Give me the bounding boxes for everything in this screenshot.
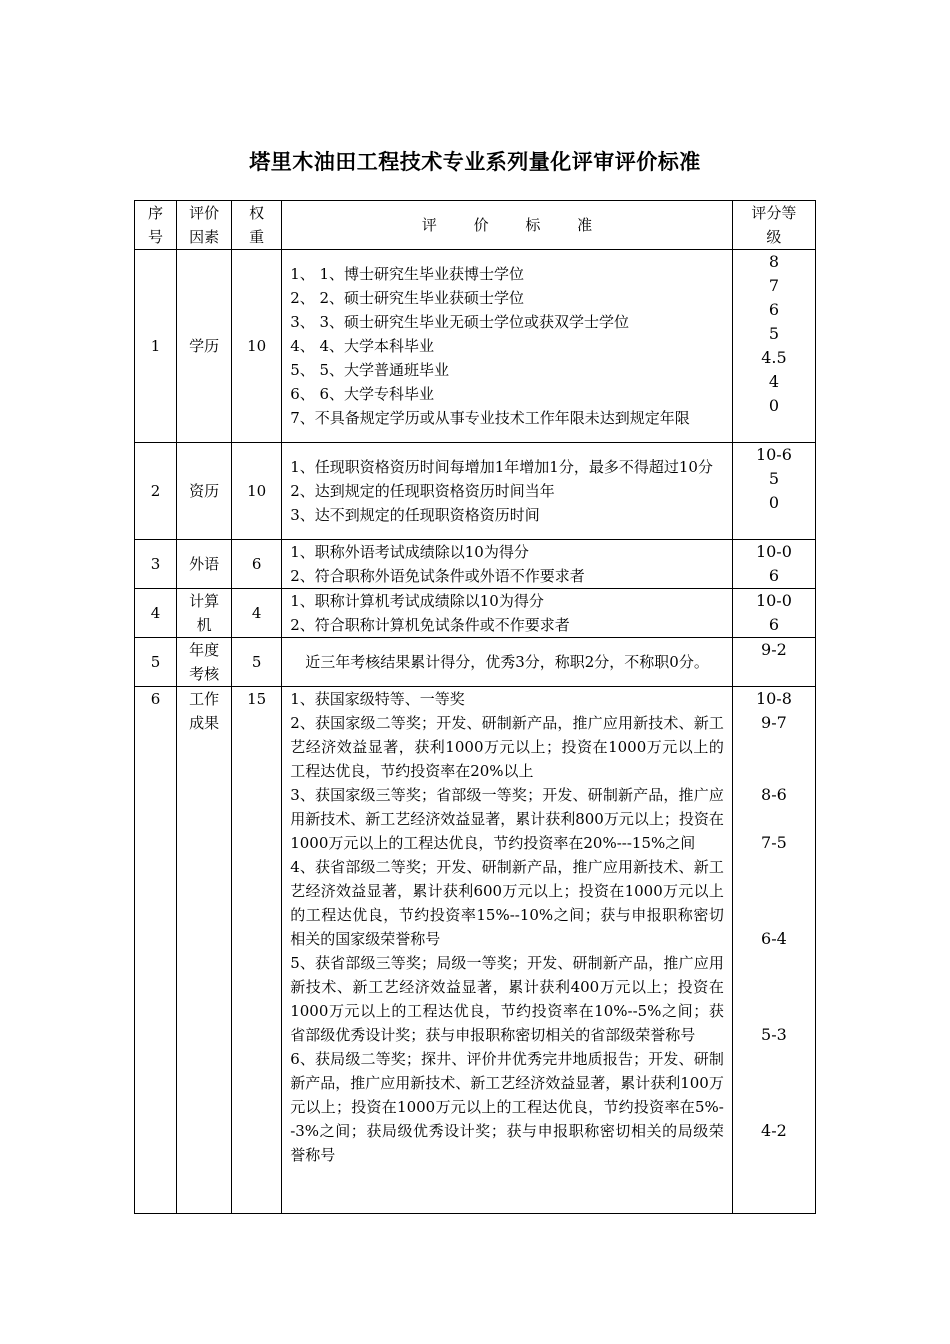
score-value: 6	[768, 615, 780, 634]
criteria-item: 3、获国家级三等奖；省部级一等奖；开发、研制新产品，推广应用新技术、新工艺经济效益显著，累计获利800万元以上；投资在1000万元以上的工程达优良，节约投资率在20%---15%之间	[290, 786, 724, 852]
row-no: 1	[135, 250, 177, 443]
criteria-item: 1、任现职资格资历时间每增加1年增加1分，最多不得超过10分	[290, 458, 713, 476]
score-value: 7	[768, 276, 780, 295]
score-value: 7-5	[761, 833, 787, 852]
criteria-item: 2、获国家级二等奖；开发、研制新产品，推广应用新技术、新工艺经济效益显著，获利1000万元以上；投资在1000万元以上的工程达优良，节约投资率在20%以上	[290, 714, 724, 780]
row-factor: 学历	[177, 250, 232, 443]
criteria-item: 2、符合职称计算机免试条件或不作要求者	[290, 616, 570, 634]
criteria-item: 5、 5、大学普通班毕业	[290, 361, 450, 379]
row-score	[732, 540, 815, 589]
row-criteria	[282, 589, 733, 638]
row-no: 6	[135, 687, 177, 1214]
table-row	[135, 443, 816, 540]
header-weight: 权重	[232, 201, 282, 250]
table-row	[135, 589, 816, 638]
criteria-item: 6、获局级二等奖；探井、评价井优秀完井地质报告；开发、研制新产品，推广应用新技术、新工艺经济效益显著，累计获利100万元以上；投资在1000万元以上的工程达优良，节约投资率在5%--3%之间；获局级优秀设计奖；获与申报职称密切相关的局级荣誉称号	[290, 1050, 724, 1164]
table-row	[135, 540, 816, 589]
row-score	[732, 589, 815, 638]
row-no: 2	[135, 443, 177, 540]
score-value: 9-7	[761, 713, 787, 732]
score-value: 10-6	[755, 445, 792, 464]
score-value: 4	[768, 372, 780, 391]
criteria-item: 3、 3、硕士研究生毕业无硕士学位或获双学士学位	[290, 313, 630, 331]
score-value: 4.5	[761, 348, 787, 367]
criteria-item: 1、职称外语考试成绩除以10为得分	[290, 543, 529, 561]
score-value: 5	[768, 324, 780, 343]
score-value: 8	[768, 252, 780, 271]
criteria-item: 1、 1、博士研究生毕业获博士学位	[290, 265, 525, 283]
criteria-item: 2、符合职称外语免试条件或外语不作要求者	[290, 567, 585, 585]
row-score	[732, 250, 815, 443]
score-value: 6	[768, 300, 780, 319]
row-weight: 10	[232, 443, 282, 540]
row-score	[732, 443, 815, 540]
criteria-item: 4、获省部级二等奖；开发、研制新产品，推广应用新技术、新工艺经济效益显著，累计获利600万元以上；投资在1000万元以上的工程达优良，节约投资率15%--10%之间；获与申报职称密切相关的国家级荣誉称号	[290, 858, 724, 948]
row-factor: 外语	[177, 540, 232, 589]
row-criteria	[282, 250, 733, 443]
score-value: 0	[768, 396, 780, 415]
criteria-item: 4、 4、大学本科毕业	[290, 337, 435, 355]
row-criteria	[282, 687, 733, 1214]
header-factor: 评价因素	[177, 201, 232, 250]
criteria-item: 6、 6、大学专科毕业	[290, 385, 435, 403]
criteria-item: 1、获国家级特等、一等奖	[290, 690, 465, 708]
score-value: 4-2	[761, 1121, 787, 1140]
row-no: 3	[135, 540, 177, 589]
table-row	[135, 687, 816, 1214]
header-no: 序号	[135, 201, 177, 250]
row-no: 4	[135, 589, 177, 638]
table-row	[135, 250, 816, 443]
score-value: 9-2	[761, 640, 787, 659]
row-factor: 资历	[177, 443, 232, 540]
row-weight: 10	[232, 250, 282, 443]
score-value: 5	[768, 469, 780, 488]
criteria-item: 1、职称计算机考试成绩除以10为得分	[290, 592, 544, 610]
score-value: 5-3	[761, 1025, 787, 1044]
criteria-item: 2、达到规定的任现职资格资历时间当年	[290, 482, 555, 500]
row-no: 5	[135, 638, 177, 687]
score-value: 10-8	[755, 689, 792, 708]
table-header-row	[135, 201, 816, 250]
row-weight: 15	[232, 687, 282, 1214]
row-factor: 年度考核	[177, 638, 232, 687]
criteria-item: 5、获省部级三等奖；局级一等奖；开发、研制新产品，推广应用新技术、新工艺经济效益显著，累计获利400万元以上；投资在1000万元以上的工程达优良，节约投资率在10%--5%之间；获省部级优秀设计奖；获与申报职称密切相关的省部级荣誉称号	[290, 954, 724, 1044]
criteria-item: 3、达不到规定的任现职资格资历时间	[290, 506, 540, 524]
score-value: 8-6	[761, 785, 787, 804]
header-score: 评分等级	[732, 201, 815, 250]
criteria-item: 近三年考核结果累计得分，优秀3分，称职2分，不称职0分。	[290, 653, 709, 671]
row-weight: 4	[232, 589, 282, 638]
criteria-item: 7、不具备规定学历或从事专业技术工作年限未达到规定年限	[290, 409, 690, 427]
score-value: 0	[768, 493, 780, 512]
page-title: 塔里木油田工程技术专业系列量化评审评价标准	[249, 150, 701, 174]
row-score	[732, 638, 815, 687]
table-row	[135, 638, 816, 687]
score-value: 10-0	[755, 591, 792, 610]
row-score	[732, 687, 815, 1214]
score-value: 6	[768, 566, 780, 585]
row-criteria	[282, 443, 733, 540]
header-criteria: 评 价 标 准	[282, 201, 733, 250]
score-value: 10-0	[755, 542, 792, 561]
criteria-item: 2、 2、硕士研究生毕业获硕士学位	[290, 289, 525, 307]
evaluation-table	[134, 200, 816, 1214]
row-factor: 计算机	[177, 589, 232, 638]
row-weight: 5	[232, 638, 282, 687]
score-value: 6-4	[761, 929, 787, 948]
row-criteria	[282, 638, 733, 687]
row-factor: 工作成果	[177, 687, 232, 1214]
row-criteria	[282, 540, 733, 589]
row-weight: 6	[232, 540, 282, 589]
